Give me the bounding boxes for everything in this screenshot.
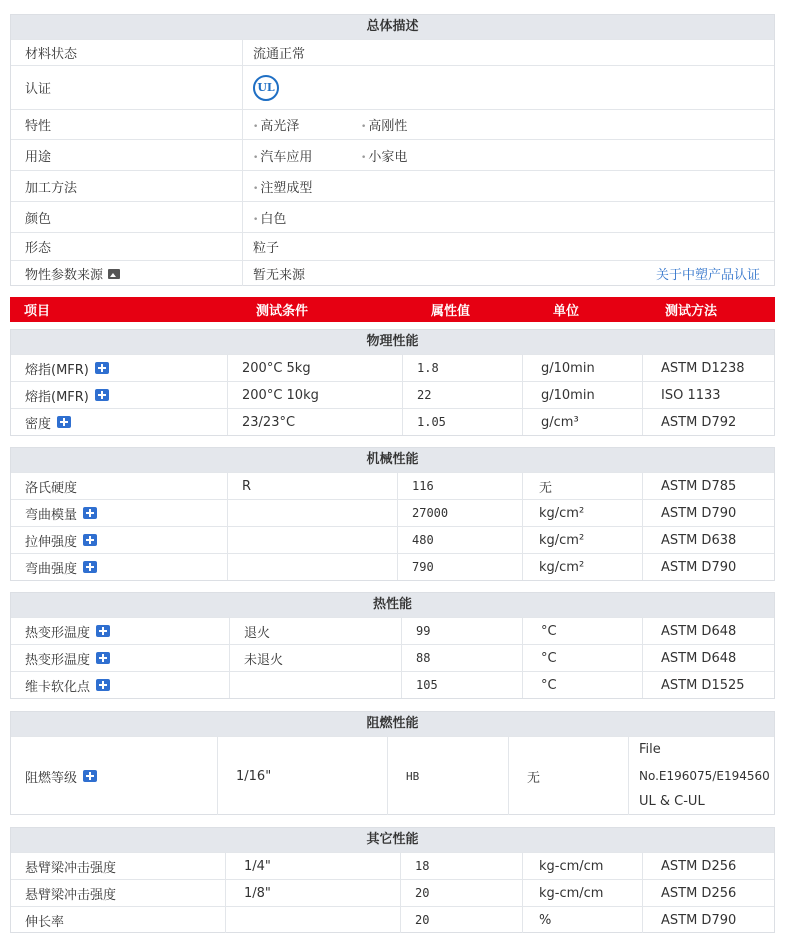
form-label: 形态: [11, 233, 243, 260]
thermal-section: [10, 592, 775, 699]
overview-row-status: [11, 39, 774, 65]
processing-tag[interactable]: • 注塑成型: [253, 177, 361, 196]
overview-row-source: [11, 260, 774, 286]
overview-row-processing: [11, 170, 774, 201]
physical-section: [10, 329, 775, 436]
table-row: 热变形温度 退火 99 °C ASTM D648: [11, 617, 774, 644]
table-row: 阻燃等级 1/16" HB 无 File No.E196075/E194560 UL & C-UL: [11, 736, 774, 815]
flame-title: 阻燃性能: [11, 712, 774, 736]
use-tag[interactable]: • 小家电: [361, 146, 469, 165]
mechanical-title: 机械性能: [11, 448, 774, 472]
property-table-header: [10, 297, 775, 322]
source-value: 暂无来源: [253, 268, 306, 283]
cert-label: 认证: [11, 66, 243, 109]
flame-section: [10, 711, 775, 815]
table-row: 密度 23/23°C 1.05 g/cm³ ASTM D792: [11, 408, 774, 435]
table-row: 维卡软化点 105 °C ASTM D1525: [11, 671, 774, 698]
table-row: 熔指(MFR) 200°C 5kg 1.8 g/10min ASTM D1238: [11, 354, 774, 381]
features-label: 特性: [11, 110, 243, 139]
table-row: 弯曲模量 27000 kg/cm² ASTM D790: [11, 499, 774, 526]
overview-section: [10, 14, 775, 286]
certification-link[interactable]: 关于中塑产品认证: [655, 268, 760, 283]
add-icon[interactable]: [96, 679, 110, 691]
use-tag[interactable]: • 汽车应用: [253, 146, 361, 165]
method-line: No.E196075/E194560: [639, 769, 770, 783]
add-icon[interactable]: [95, 362, 109, 374]
add-icon[interactable]: [96, 652, 110, 664]
mechanical-section: [10, 447, 775, 581]
image-icon[interactable]: [108, 269, 120, 279]
method-line: UL & C-UL: [639, 794, 705, 809]
method-line: File: [639, 742, 661, 757]
table-row: 弯曲强度 790 kg/cm² ASTM D790: [11, 553, 774, 580]
feature-tag[interactable]: • 高刚性: [361, 115, 469, 134]
status-label: 材料状态: [11, 40, 243, 65]
table-row: 拉伸强度 480 kg/cm² ASTM D638: [11, 526, 774, 553]
header-unit: 单位: [553, 304, 580, 319]
thermal-title: 热性能: [11, 593, 774, 617]
table-row: 洛氏硬度 R 116 无 ASTM D785: [11, 472, 774, 499]
table-row: 熔指(MFR) 200°C 10kg 22 g/10min ISO 1133: [11, 381, 774, 408]
color-tag[interactable]: • 白色: [253, 208, 361, 227]
feature-tag[interactable]: • 高光泽: [253, 115, 361, 134]
add-icon[interactable]: [95, 389, 109, 401]
add-icon[interactable]: [83, 507, 97, 519]
form-value: 粒子: [253, 241, 280, 256]
overview-row-color: [11, 201, 774, 232]
overview-row-uses: [11, 139, 774, 170]
add-icon[interactable]: [96, 625, 110, 637]
other-section: [10, 827, 775, 933]
overview-row-cert: [11, 65, 774, 109]
table-row: 悬臂梁冲击强度 1/4" 18 kg-cm/cm ASTM D256: [11, 852, 774, 879]
overview-row-features: [11, 109, 774, 139]
table-row: 伸长率 20 % ASTM D790: [11, 906, 774, 933]
other-title: 其它性能: [11, 828, 774, 852]
uses-label: 用途: [11, 140, 243, 170]
header-value: 属性值: [431, 304, 471, 319]
header-item: 项目: [24, 304, 51, 319]
processing-label: 加工方法: [11, 171, 243, 201]
overview-title: 总体描述: [11, 15, 774, 39]
header-condition: 测试条件: [256, 304, 309, 319]
header-method: 测试方法: [665, 304, 718, 319]
add-icon[interactable]: [83, 534, 97, 546]
ul-logo-icon: UL: [253, 75, 279, 101]
table-row: 热变形温度 未退火 88 °C ASTM D648: [11, 644, 774, 671]
status-value: 流通正常: [253, 47, 306, 62]
color-label: 颜色: [11, 202, 243, 232]
add-icon[interactable]: [57, 416, 71, 428]
table-row: 悬臂梁冲击强度 1/8" 20 kg-cm/cm ASTM D256: [11, 879, 774, 906]
physical-title: 物理性能: [11, 330, 774, 354]
source-label: 物性参数来源: [25, 268, 104, 283]
add-icon[interactable]: [83, 770, 97, 782]
overview-row-form: [11, 232, 774, 260]
add-icon[interactable]: [83, 561, 97, 573]
